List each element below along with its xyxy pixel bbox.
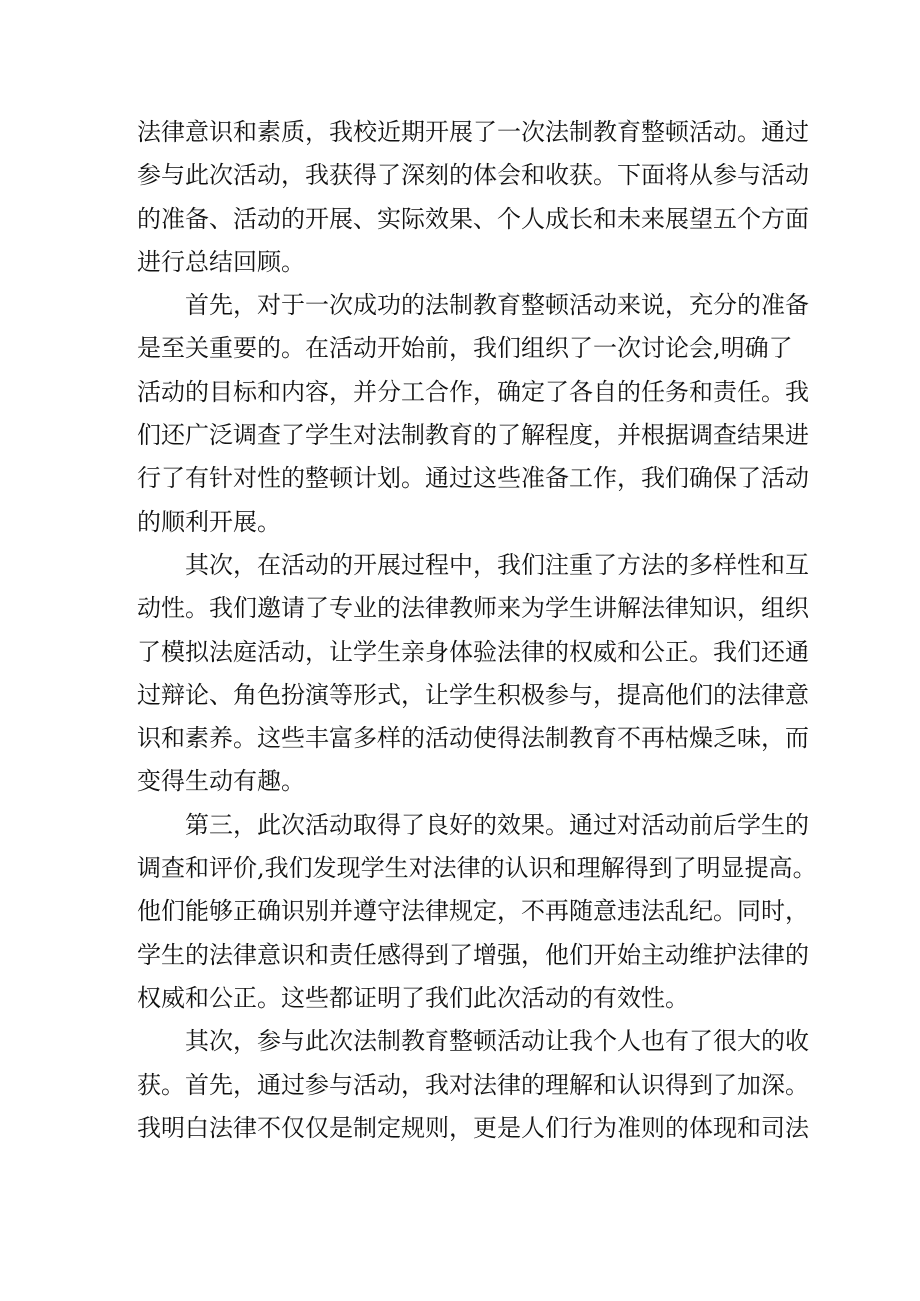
paragraph-5 [137, 1020, 809, 1150]
text-line: 识和素养。这些丰富多样的活动使得法制教育不再枯燥乏味，而 [137, 724, 809, 753]
text-line: 权威和公正。这些都证明了我们此次活动的有效性。 [137, 983, 689, 1012]
text-line: 动性。我们邀请了专业的法律教师来为学生讲解法律知识，组织 [137, 594, 809, 623]
text-line: 他们能够正确识别并遵守法律规定，不再随意违法乱纪。同时， [137, 897, 809, 926]
text-line: 学生的法律意识和责任感得到了增强，他们开始主动维护法律的 [137, 940, 809, 969]
text-line: 过辩论、角色扮演等形式，让学生积极参与，提高他们的法律意 [137, 680, 809, 709]
text-line: 了模拟法庭活动，让学生亲身体验法律的权威和公正。我们还通 [137, 637, 809, 666]
paragraph-4 [137, 804, 817, 1020]
text-line: 变得生动有趣。 [137, 767, 305, 796]
text-line: 行了有针对性的整顿计划。通过这些准备工作，我们确保了活动 [137, 464, 809, 493]
text-line: 第三，此次活动取得了良好的效果。通过对活动前后学生的 [185, 810, 809, 839]
text-line: 调查和评价,我们发现学生对法律的认识和理解得到了明显提高。 [137, 854, 817, 883]
paragraph-3 [137, 544, 809, 804]
text-line: 其次，在活动的开展过程中，我们注重了方法的多样性和互 [185, 550, 809, 579]
text-line: 的准备、活动的开展、实际效果、个人成长和未来展望五个方面 [137, 204, 809, 233]
text-line: 进行总结回顾。 [137, 247, 305, 276]
paragraph-1 [137, 111, 809, 284]
text-line: 其次，参与此次法制教育整顿活动让我个人也有了很大的收 [185, 1027, 809, 1056]
text-line: 活动的目标和内容，并分工合作，确定了各自的任务和责任。我 [137, 377, 809, 406]
text-line: 我明白法律不仅仅是制定规则，更是人们行为准则的体现和司法 [137, 1113, 809, 1142]
text-line: 是至关重要的。在活动开始前，我们组织了一次讨论会,明确了 [137, 334, 793, 363]
paragraph-2 [137, 284, 809, 544]
document-body [137, 111, 817, 1150]
text-line: 参与此次活动，我获得了深刻的体会和收获。下面将从参与活动 [137, 161, 809, 190]
text-line: 们还广泛调查了学生对法制教育的了解程度，并根据调查结果进 [137, 421, 809, 450]
text-line: 首先，对于一次成功的法制教育整顿活动来说，充分的准备 [185, 291, 809, 320]
text-line: 的顺利开展。 [137, 507, 281, 536]
text-line: 法律意识和素质，我校近期开展了一次法制教育整顿活动。通过 [137, 118, 809, 146]
text-line: 获。首先，通过参与活动，我对法律的理解和认识得到了加深。 [137, 1070, 809, 1099]
